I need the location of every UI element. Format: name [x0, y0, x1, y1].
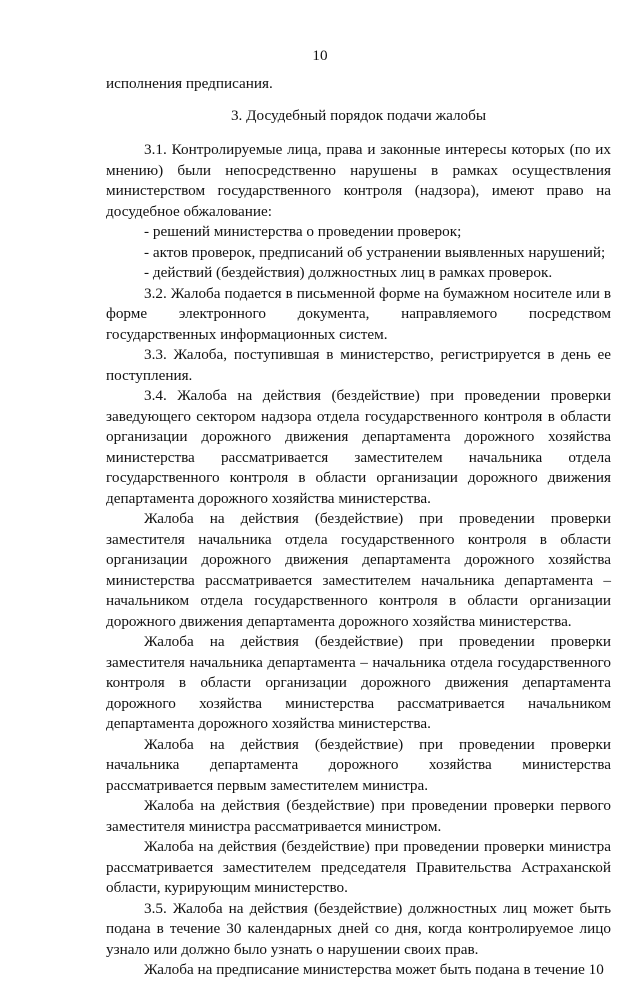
- continuation-line: исполнения предписания.: [106, 75, 273, 92]
- section-body: [106, 140, 611, 981]
- list-item-actions: - действий (бездействия) должностных лиц в рамках проверок.: [144, 264, 553, 281]
- paragraph-complaint-deputy-head-department: Жалоба на действия (бездействие) при проведении проверки заместителя начальника департамента – начальника отдела государственного контроля в области организации дорожного движения департамента дорожного хозяйства министерства рассматривается начальником департамента дорожного хозяйства министерства.: [106, 633, 611, 732]
- section-title: 3. Досудебный порядок подачи жалобы: [230, 107, 487, 124]
- paragraph-3-5: 3.5. Жалоба на действия (бездействие) должностных лиц может быть подана в течение 30 календарных дней со дня, когда контролируемое лицо узнало или должно было узнать о нарушении своих прав.: [106, 899, 611, 958]
- paragraph-3-2: 3.2. Жалоба подается в письменной форме на бумажном носителе или в форме электронного документа, направляемого посредством государственных информационных систем.: [106, 284, 611, 343]
- list-item-acts: - актов проверок, предписаний об устранении выявленных нарушений;: [144, 243, 606, 261]
- paragraph-3-3: 3.3. Жалоба, поступившая в министерство, регистрируется в день ее поступления.: [106, 346, 611, 384]
- list-item-decisions: - решений министерства о проведении проверок;: [144, 223, 462, 240]
- paragraph-complaint-deputy-head-dept: Жалоба на действия (бездействие) при проведении проверки заместителя начальника отдела государственного контроля в области организации дорожного движения департамента дорожного хозяйства министерства рассматривается заместителем начальника департамента – начальником отдела государственного контроля в области организации дорожного движения департамента дорожного хозяйства министерства.: [106, 510, 611, 630]
- paragraph-3-4: 3.4. Жалоба на действия (бездействие) при проведении проверки заведующего сектором надзора отдела государственного контроля в области организации дорожного движения департамента дорожного хозяйства министерства рассматривается заместителем начальника отдела государственного контроля в области организации дорожного движения департамента дорожного хозяйства министерства.: [106, 387, 611, 507]
- paragraph-complaint-minister: Жалоба на действия (бездействие) при проведении проверки министра рассматривается заместителем председателя Правительства Астраханской области, курирующим министерство.: [106, 838, 611, 896]
- paragraph-complaint-first-deputy-minister: Жалоба на действия (бездействие) при проведении проверки первого заместителя министра рассматривается министром.: [106, 797, 611, 835]
- paragraph-prescription-complaint: Жалоба на предписание министерства может быть подана в течение 10: [144, 961, 604, 978]
- paragraph-complaint-head-department: Жалоба на действия (бездействие) при проведении проверки начальника департамента дорожного хозяйства министерства рассматривается первым заместителем министра.: [106, 735, 611, 794]
- paragraph-3-1: 3.1. Контролируемые лица, права и законные интересы которых (по их мнению) были непосредственно нарушены в рамках осуществления министерством государственного контроля (надзора), имеют право на досудебное обжалование:: [106, 141, 611, 220]
- page-number: 10: [312, 47, 328, 64]
